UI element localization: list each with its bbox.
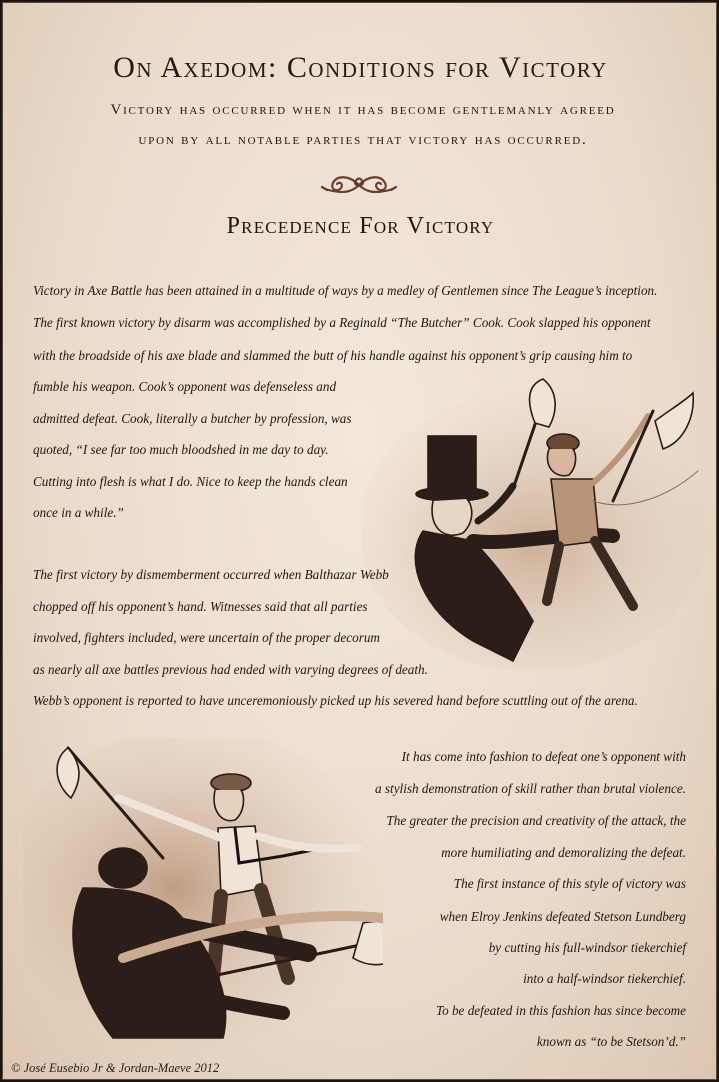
page-title: On Axedom: Conditions for Victory bbox=[113, 51, 608, 84]
paragraph1-line: once in a while.” bbox=[33, 505, 124, 520]
subtitle-line: Victory has occurred when it has become gentlemanly agreed bbox=[110, 102, 616, 118]
paragraph3-line: It has come into fashion to defeat one’s opponent with bbox=[401, 749, 686, 764]
paragraph1-line: with the broadside of his axe blade and slammed the butt of his handle against his opponent’s grip causing him to bbox=[33, 348, 633, 363]
paragraph2-line: as nearly all axe battles previous had ended with varying degrees of death. bbox=[33, 662, 428, 677]
section-heading: Precedence For Victory bbox=[226, 213, 495, 239]
paragraph1-line: The first known victory by disarm was accomplished by a Reginald “The Butcher” Cook. Cook slapped his opponent bbox=[33, 315, 651, 330]
paragraph2-line: The first victory by dismemberment occurred when Balthazar Webb bbox=[33, 567, 389, 582]
paragraph1-line: quoted, “I see far too much bloodshed in me day to day. bbox=[33, 442, 329, 457]
duel-illustration bbox=[363, 371, 713, 671]
paragraph3-line: The first instance of this style of victory was bbox=[453, 876, 686, 891]
paragraph3-line: more humiliating and demoralizing the defeat. bbox=[441, 845, 686, 860]
paragraph2-line: chopped off his opponent’s hand. Witnesses said that all parties bbox=[33, 599, 368, 614]
paragraph2-line: involved, fighters included, were uncertain of the proper decorum bbox=[33, 630, 380, 645]
paragraph1-line: fumble his weapon. Cook’s opponent was defenseless and bbox=[33, 379, 337, 394]
paragraph3-line: The greater the precision and creativity of the attack, the bbox=[386, 813, 686, 828]
paragraph1-line: Cutting into flesh is what I do. Nice to keep the hands clean bbox=[33, 474, 348, 489]
paragraph1-line: Victory in Axe Battle has been attained in a multitude of ways by a medley of Gentlemen since The League’s inception. bbox=[33, 283, 658, 298]
paragraph3-line: known as “to be Stetson’d.” bbox=[536, 1034, 686, 1049]
paragraph3-line: a stylish demonstration of skill rather than brutal violence. bbox=[375, 781, 686, 796]
paragraph2-line: Webb’s opponent is reported to have unceremoniously picked up his severed hand before scuttling out of the arena. bbox=[33, 693, 638, 708]
subtitle bbox=[63, 95, 663, 155]
subtitle-line: upon by all notable parties that victory has occurred. bbox=[138, 132, 588, 148]
paragraph1-line: admitted defeat. Cook, literally a butcher by profession, was bbox=[33, 411, 352, 426]
paragraph3-line: into a half-windsor tiekerchief. bbox=[523, 971, 686, 986]
copyright-credit: © José Eusebio Jr & Jordan-Maeve 2012 bbox=[11, 1061, 220, 1075]
paragraph3-line: To be defeated in this fashion has since become bbox=[435, 1003, 686, 1018]
tiekerchief-illustration bbox=[23, 738, 383, 1058]
flourish-ornament bbox=[319, 171, 399, 199]
paragraph3-line: when Elroy Jenkins defeated Stetson Lundberg bbox=[439, 909, 686, 924]
poster-page bbox=[2, 2, 717, 1080]
paragraph3-line: by cutting his full-windsor tiekerchief bbox=[488, 940, 686, 955]
